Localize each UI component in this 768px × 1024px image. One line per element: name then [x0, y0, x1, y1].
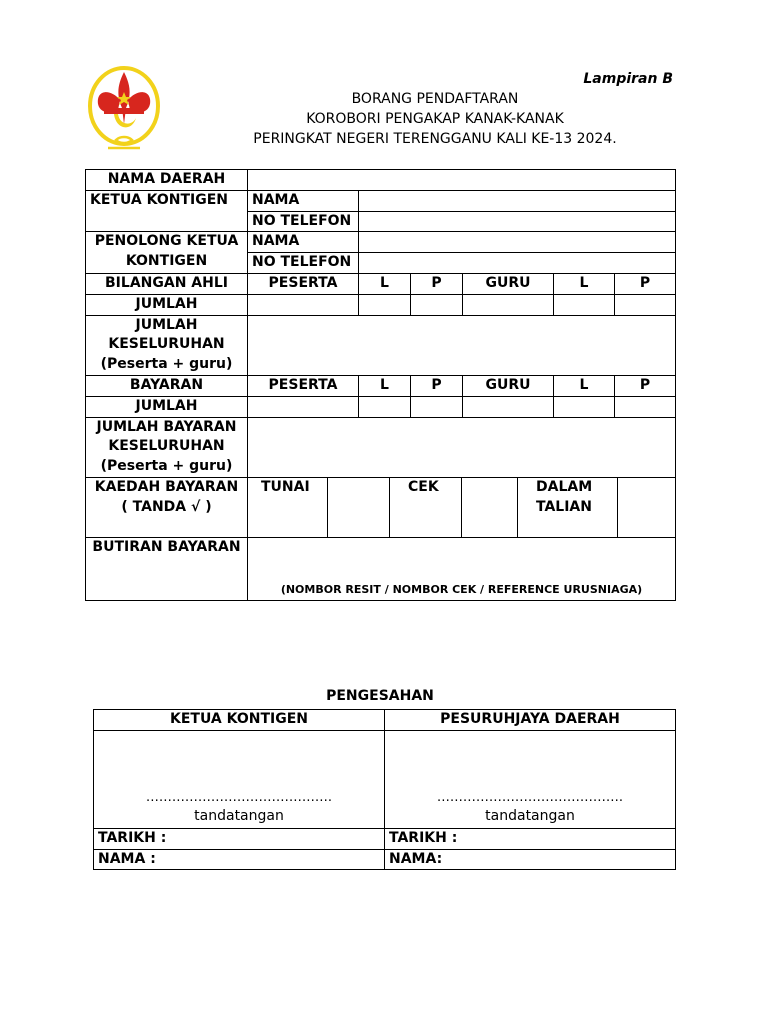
ketua-nama-field[interactable] [359, 190, 676, 211]
pengesahan-title: PENGESAHAN [326, 688, 434, 704]
bayaran-label: BAYARAN [86, 375, 248, 396]
jumlah-keseluruhan-field[interactable] [248, 315, 676, 375]
cek-label: CEK [390, 478, 462, 537]
bayaran-guru-p-header: P [615, 375, 676, 396]
ahli-peserta-p-field[interactable] [411, 294, 463, 315]
ahli-peserta-p-header: P [411, 273, 463, 294]
title-line-2: KOROBORI PENGAKAP KANAK-KANAK [306, 111, 564, 127]
pesuruhjaya-nama-field[interactable]: NAMA: [385, 849, 676, 870]
ahli-guru-l-field[interactable] [554, 294, 615, 315]
nama-daerah-label: NAMA DAERAH [86, 170, 248, 191]
bilangan-ahli-label: BILANGAN AHLI [86, 273, 248, 294]
form-title [200, 89, 670, 149]
tunai-checkbox[interactable] [328, 478, 390, 537]
penolong-nama-label: NAMA [248, 232, 359, 253]
ketua-kontigen-label: KETUA KONTIGEN [86, 190, 248, 232]
bayaran-guru-field[interactable] [463, 396, 554, 417]
title-line-1: BORANG PENDAFTARAN [351, 91, 519, 107]
ahli-guru-header: GURU [463, 273, 554, 294]
registration-table [85, 169, 676, 601]
bayaran-guru-p-field[interactable] [615, 396, 676, 417]
ahli-peserta-field[interactable] [248, 294, 359, 315]
bayaran-guru-l-header: L [554, 375, 615, 396]
tanda-text: ( TANDA √ ) [121, 498, 212, 515]
butiran-bayaran-label: BUTIRAN BAYARAN [86, 537, 248, 600]
ahli-guru-field[interactable] [463, 294, 554, 315]
dalam-talian-label: DALAM TALIAN [518, 478, 618, 537]
ketua-nama-label: NAMA [248, 190, 359, 211]
ketua-telefon-label: NO TELEFON [248, 211, 359, 232]
pesuruhjaya-tarikh-field[interactable]: TARIKH : [385, 828, 676, 849]
dalam-talian-checkbox[interactable] [618, 478, 675, 537]
scout-emblem-icon [88, 64, 160, 156]
penolong-nama-field[interactable] [359, 232, 676, 253]
penolong-telefon-label: NO TELEFON [248, 253, 359, 274]
nama-daerah-field[interactable] [248, 170, 676, 191]
butiran-bayaran-field[interactable]: (NOMBOR RESIT / NOMBOR CEK / REFERENCE URUSNIAGA) [248, 537, 676, 600]
signature-dots: ……………………………………. [436, 790, 624, 805]
bayaran-guru-l-field[interactable] [554, 396, 615, 417]
ketua-nama-field[interactable]: NAMA : [94, 849, 385, 870]
bayaran-peserta-l-field[interactable] [359, 396, 411, 417]
title-line-3: PERINGKAT NEGERI TERENGGANU KALI KE-13 2024. [253, 131, 617, 147]
bayaran-peserta-l-header: L [359, 375, 411, 396]
bayaran-jumlah-label: JUMLAH [86, 396, 248, 417]
ketua-kontigen-header: KETUA KONTIGEN [94, 710, 385, 731]
ketua-signature-area[interactable] [94, 730, 385, 828]
bayaran-peserta-p-header: P [411, 375, 463, 396]
ahli-guru-p-field[interactable] [615, 294, 676, 315]
jumlah-bayaran-keseluruhan-label: JUMLAH BAYARAN KESELURUHAN (Peserta + guru) [86, 417, 248, 477]
bayaran-peserta-p-field[interactable] [411, 396, 463, 417]
lampiran-label: Lampiran B [583, 71, 673, 87]
ketua-telefon-field[interactable] [359, 211, 676, 232]
ahli-jumlah-label: JUMLAH [86, 294, 248, 315]
kaedah-bayaran-text: KAEDAH BAYARAN [94, 478, 239, 495]
ahli-peserta-header: PESERTA [248, 273, 359, 294]
bayaran-peserta-field[interactable] [248, 396, 359, 417]
pesuruhjaya-signature-area[interactable] [385, 730, 676, 828]
ahli-peserta-l-header: L [359, 273, 411, 294]
penolong-telefon-field[interactable] [359, 253, 676, 274]
ahli-guru-l-header: L [554, 273, 615, 294]
jumlah-bayaran-keseluruhan-field[interactable] [248, 417, 676, 477]
ahli-guru-p-header: P [615, 273, 676, 294]
cek-checkbox[interactable] [462, 478, 518, 537]
pengesahan-table [93, 709, 676, 870]
ahli-peserta-l-field[interactable] [359, 294, 411, 315]
kaedah-bayaran-label [86, 477, 248, 537]
pesuruhjaya-daerah-header: PESURUHJAYA DAERAH [385, 710, 676, 731]
kaedah-bayaran-options [248, 478, 675, 537]
ketua-tarikh-field[interactable]: TARIKH : [94, 828, 385, 849]
jumlah-keseluruhan-label: JUMLAH KESELURUHAN (Peserta + guru) [86, 315, 248, 375]
tandatangan-label: tandatangan [485, 808, 575, 824]
penolong-label: PENOLONG KETUA KONTIGEN [86, 232, 248, 274]
bayaran-peserta-header: PESERTA [248, 375, 359, 396]
tandatangan-label: tandatangan [194, 808, 284, 824]
bayaran-guru-header: GURU [463, 375, 554, 396]
signature-dots: ……………………………………. [145, 790, 333, 805]
tunai-label: TUNAI [248, 478, 328, 537]
